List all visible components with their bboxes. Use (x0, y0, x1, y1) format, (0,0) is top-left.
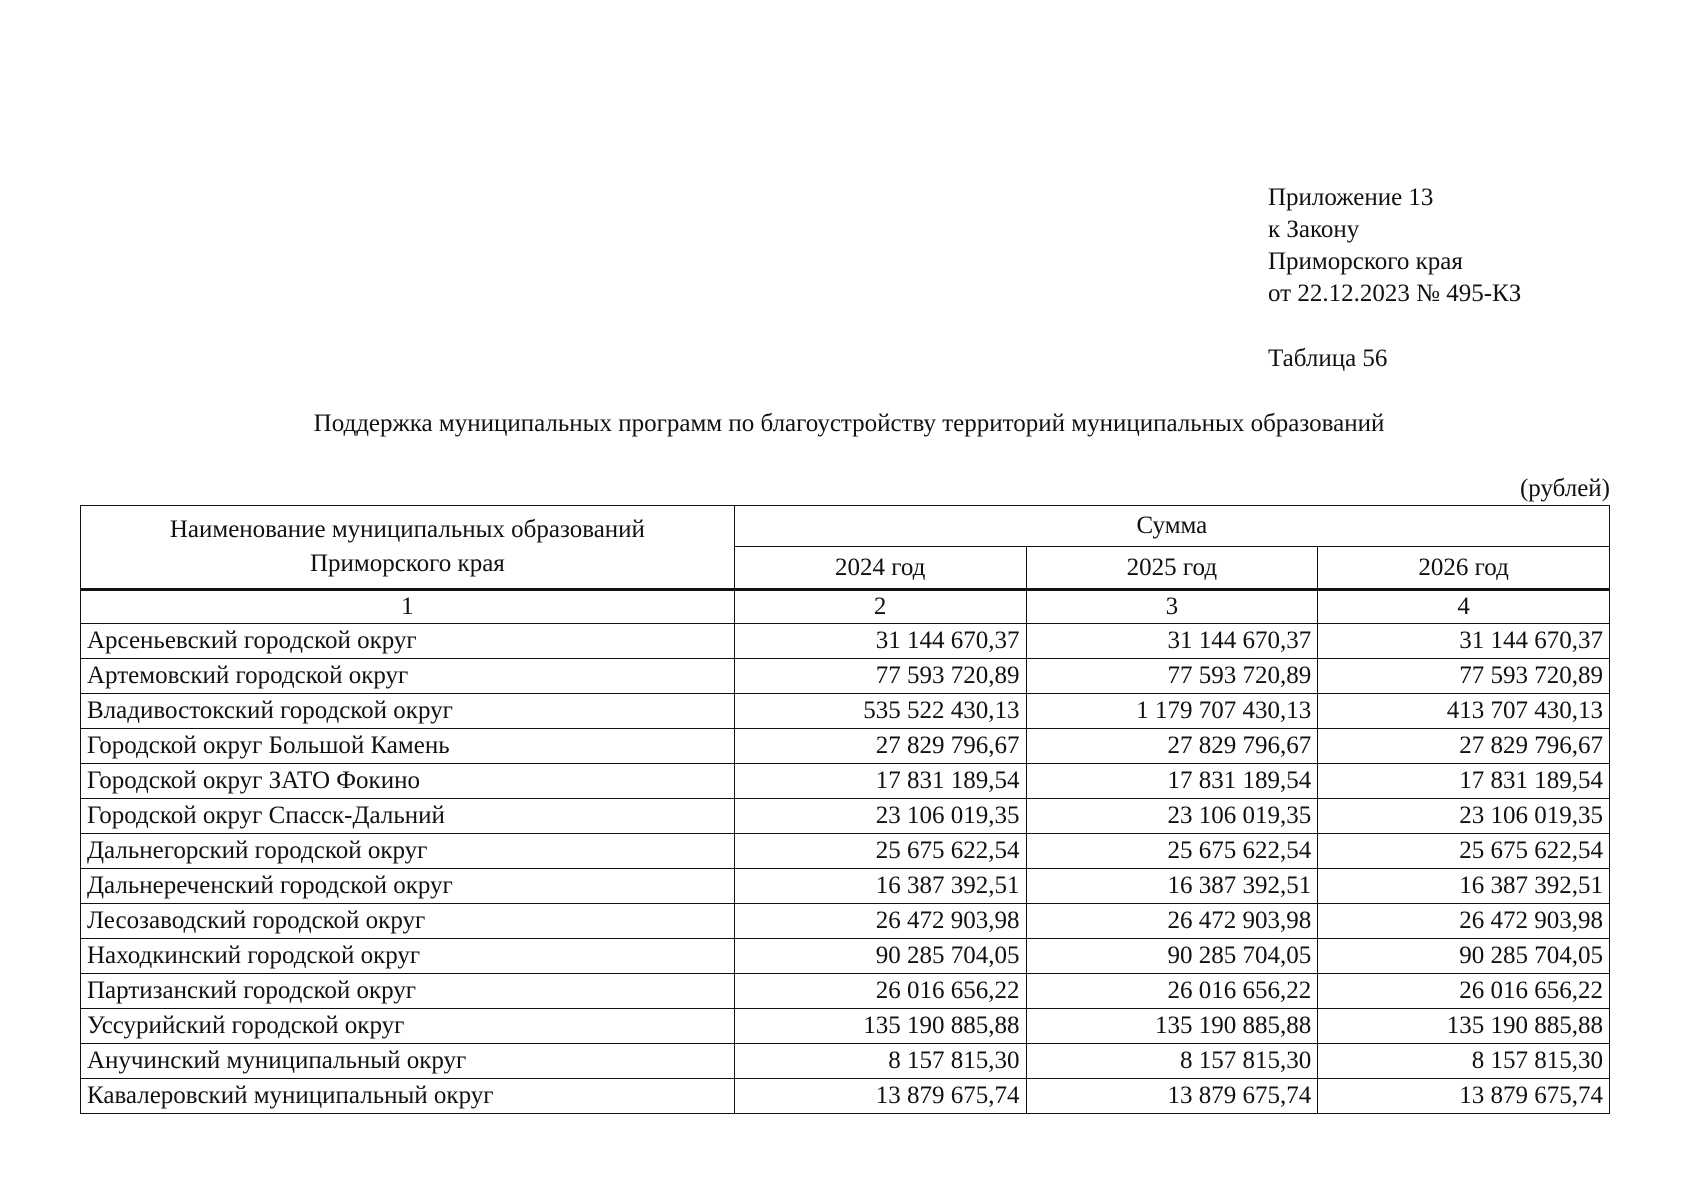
value-2024: 25 675 622,54 (734, 834, 1026, 869)
document-title: Поддержка муниципальных программ по благоустройству территорий муниципальных образований (313, 410, 1385, 437)
header-year-2026: 2026 год (1318, 547, 1610, 590)
appendix-line: Приложение 13 (1268, 184, 1434, 211)
value-2025: 17 831 189,54 (1026, 764, 1318, 799)
municipality-name: Анучинский муниципальный округ (81, 1044, 735, 1079)
value-2025: 25 675 622,54 (1026, 834, 1318, 869)
value-2024: 13 879 675,74 (734, 1079, 1026, 1114)
value-2026: 25 675 622,54 (1318, 834, 1610, 869)
table-row (81, 729, 1610, 764)
value-2026: 413 707 430,13 (1318, 694, 1610, 729)
appendix-line: от 22.12.2023 № 495-КЗ (1268, 280, 1522, 307)
value-2026: 31 144 670,37 (1318, 624, 1610, 659)
value-2025: 90 285 704,05 (1026, 939, 1318, 974)
header-sum: Сумма (734, 506, 1609, 547)
table-row (81, 869, 1610, 904)
municipality-name: Городской округ ЗАТО Фокино (81, 764, 735, 799)
municipality-name: Кавалеровский муниципальный округ (81, 1079, 735, 1114)
table-row (81, 939, 1610, 974)
value-2026: 77 593 720,89 (1318, 659, 1610, 694)
value-2024: 135 190 885,88 (734, 1009, 1026, 1044)
value-2025: 26 472 903,98 (1026, 904, 1318, 939)
municipality-name: Городской округ Спасск-Дальний (81, 799, 735, 834)
value-2024: 23 106 019,35 (734, 799, 1026, 834)
header-year-2024: 2024 год (734, 547, 1026, 590)
value-2025: 16 387 392,51 (1026, 869, 1318, 904)
value-2025: 31 144 670,37 (1026, 624, 1318, 659)
table-number: Таблица 56 (1268, 345, 1388, 372)
header-name-line: Наименование муниципальных образований (169, 516, 645, 543)
table-row (81, 1044, 1610, 1079)
table-row (81, 1009, 1610, 1044)
table-row (81, 764, 1610, 799)
value-2026: 13 879 675,74 (1318, 1079, 1610, 1114)
appendix-reference (1268, 182, 1521, 310)
value-2025: 27 829 796,67 (1026, 729, 1318, 764)
value-2026: 16 387 392,51 (1318, 869, 1610, 904)
value-2024: 8 157 815,30 (734, 1044, 1026, 1079)
value-2024: 90 285 704,05 (734, 939, 1026, 974)
value-2026: 27 829 796,67 (1318, 729, 1610, 764)
value-2024: 31 144 670,37 (734, 624, 1026, 659)
value-2026: 135 190 885,88 (1318, 1009, 1610, 1044)
value-2025: 13 879 675,74 (1026, 1079, 1318, 1114)
value-2024: 77 593 720,89 (734, 659, 1026, 694)
budget-table (80, 505, 1610, 1114)
municipality-name: Городской округ Большой Камень (81, 729, 735, 764)
table-row (81, 624, 1610, 659)
value-2025: 8 157 815,30 (1026, 1044, 1318, 1079)
value-2026: 8 157 815,30 (1318, 1044, 1610, 1079)
value-2024: 26 016 656,22 (734, 974, 1026, 1009)
value-2026: 90 285 704,05 (1318, 939, 1610, 974)
municipality-name: Партизанский городской округ (81, 974, 735, 1009)
municipality-name: Артемовский городской округ (81, 659, 735, 694)
value-2026: 26 472 903,98 (1318, 904, 1610, 939)
value-2024: 16 387 392,51 (734, 869, 1026, 904)
municipality-name: Владивостокский городской округ (81, 694, 735, 729)
column-number: 3 (1026, 590, 1318, 624)
value-2025: 23 106 019,35 (1026, 799, 1318, 834)
value-2024: 27 829 796,67 (734, 729, 1026, 764)
value-2024: 17 831 189,54 (734, 764, 1026, 799)
table-row (81, 974, 1610, 1009)
municipality-name: Уссурийский городской округ (81, 1009, 735, 1044)
value-2026: 26 016 656,22 (1318, 974, 1610, 1009)
header-year-2025: 2025 год (1026, 547, 1318, 590)
value-2024: 535 522 430,13 (734, 694, 1026, 729)
municipality-name: Лесозаводский городской округ (81, 904, 735, 939)
value-2025: 1 179 707 430,13 (1026, 694, 1318, 729)
municipality-name: Дальнегорский городской округ (81, 834, 735, 869)
appendix-line: Приморского края (1268, 248, 1463, 275)
value-2026: 17 831 189,54 (1318, 764, 1610, 799)
appendix-line: к Закону (1268, 216, 1360, 243)
municipality-name: Арсеньевский городской округ (81, 624, 735, 659)
units-label: (рублей) (1519, 475, 1610, 502)
column-number: 4 (1318, 590, 1610, 624)
header-name (81, 506, 735, 590)
table-row (81, 694, 1610, 729)
value-2025: 135 190 885,88 (1026, 1009, 1318, 1044)
municipality-name: Находкинский городской округ (81, 939, 735, 974)
table-header-row (81, 506, 1610, 547)
column-number: 1 (81, 590, 735, 624)
municipality-name: Дальнереченский городской округ (81, 869, 735, 904)
table-row (81, 1079, 1610, 1114)
table-row (81, 799, 1610, 834)
value-2025: 26 016 656,22 (1026, 974, 1318, 1009)
column-number-row (81, 590, 1610, 624)
column-number: 2 (734, 590, 1026, 624)
table-row (81, 659, 1610, 694)
value-2024: 26 472 903,98 (734, 904, 1026, 939)
table-row (81, 834, 1610, 869)
header-name-line: Приморского края (309, 550, 505, 577)
value-2025: 77 593 720,89 (1026, 659, 1318, 694)
table-row (81, 904, 1610, 939)
value-2026: 23 106 019,35 (1318, 799, 1610, 834)
